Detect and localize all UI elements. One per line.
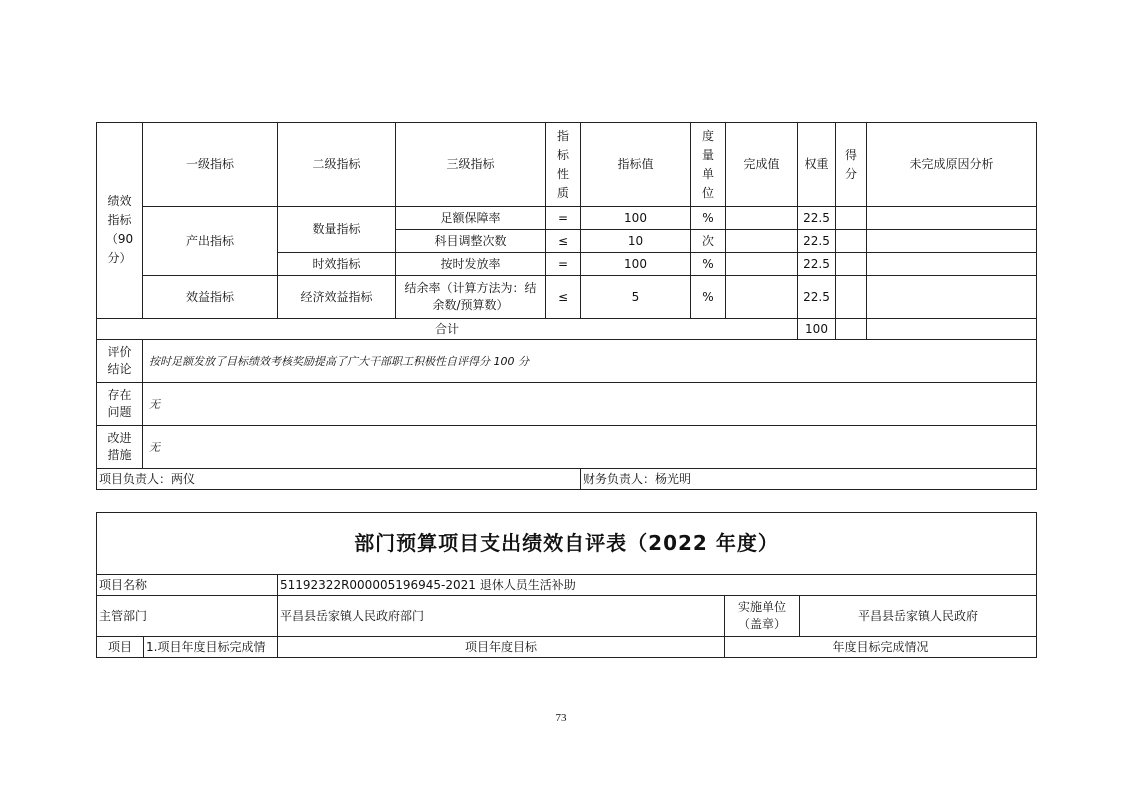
self-evaluation-form — [96, 512, 1037, 658]
header-unit: 度 量 单 位 — [691, 123, 726, 207]
item-sub-label: 1.项目年度目标完成情 — [144, 637, 278, 658]
header-reason: 未完成原因分析 — [867, 123, 1037, 207]
dept-value: 平昌县岳家镇人民政府部门 — [278, 596, 725, 637]
cell-unit: % — [691, 207, 726, 230]
cell-level3: 结余率（计算方法为：结 余数/预算数） — [396, 276, 546, 319]
cell-level2: 时效指标 — [278, 253, 396, 276]
cell-level2: 数量指标 — [278, 207, 396, 253]
cell-unit: % — [691, 276, 726, 319]
cell-actual — [726, 230, 798, 253]
cell-level1: 效益指标 — [143, 276, 278, 319]
cell-nature: = — [546, 253, 581, 276]
header-level2: 二级指标 — [278, 123, 396, 207]
cell-target: 100 — [581, 253, 691, 276]
evaluation-label: 评价 结论 — [97, 340, 143, 383]
finance-leader: 财务负责人：杨光明 — [581, 469, 1037, 490]
cell-actual — [726, 253, 798, 276]
cell-reason — [867, 253, 1037, 276]
header-nature: 指 标 性 质 — [546, 123, 581, 207]
signature-row — [97, 469, 1037, 490]
cell-unit: 次 — [691, 230, 726, 253]
header-score: 得 分 — [836, 123, 867, 207]
total-label: 合计 — [97, 319, 798, 340]
cell-score — [836, 253, 867, 276]
cell-unit: % — [691, 253, 726, 276]
project-name-label: 项目名称 — [97, 575, 278, 596]
annual-completion-header: 年度目标完成情况 — [725, 637, 1037, 658]
problems-text: 无 — [143, 383, 1037, 426]
cell-target: 5 — [581, 276, 691, 319]
header-weight: 权重 — [798, 123, 836, 207]
evaluation-row — [97, 340, 1037, 383]
cell-level2: 经济效益指标 — [278, 276, 396, 319]
table-row — [97, 207, 1037, 230]
dept-label: 主管部门 — [97, 596, 278, 637]
performance-indicator-label: 绩效 指标 （90 分） — [97, 123, 143, 319]
cell-reason — [867, 207, 1037, 230]
cell-actual — [726, 276, 798, 319]
cell-score — [836, 276, 867, 319]
performance-indicator-table — [96, 122, 1037, 490]
cell-target: 10 — [581, 230, 691, 253]
cell-nature: ≤ — [546, 230, 581, 253]
total-score — [836, 319, 867, 340]
total-reason — [867, 319, 1037, 340]
cell-score — [836, 230, 867, 253]
header-target: 指标值 — [581, 123, 691, 207]
cell-nature: ≤ — [546, 276, 581, 319]
cell-weight: 22.5 — [798, 230, 836, 253]
table-row — [97, 276, 1037, 319]
problems-label: 存在 问题 — [97, 383, 143, 426]
page-number: 73 — [555, 712, 567, 724]
cell-level3: 足额保障率 — [396, 207, 546, 230]
cell-weight: 22.5 — [798, 276, 836, 319]
cell-level3: 按时发放率 — [396, 253, 546, 276]
cell-weight: 22.5 — [798, 253, 836, 276]
header-level1: 一级指标 — [143, 123, 278, 207]
cell-weight: 22.5 — [798, 207, 836, 230]
improvements-row — [97, 426, 1037, 469]
total-row — [97, 319, 1037, 340]
cell-level3: 科目调整次数 — [396, 230, 546, 253]
cell-reason — [867, 230, 1037, 253]
cell-score — [836, 207, 867, 230]
improvements-text: 无 — [143, 426, 1037, 469]
form-title: 部门预算项目支出绩效自评表（2022 年度） — [97, 513, 1037, 575]
impl-unit-value: 平昌县岳家镇人民政府 — [800, 596, 1037, 637]
cell-level1: 产出指标 — [143, 207, 278, 276]
total-weight: 100 — [798, 319, 836, 340]
cell-nature: = — [546, 207, 581, 230]
impl-unit-label: 实施单位 （盖章） — [725, 596, 800, 637]
item-label: 项目 — [97, 637, 144, 658]
cell-target: 100 — [581, 207, 691, 230]
annual-goal-header: 项目年度目标 — [278, 637, 725, 658]
cell-reason — [867, 276, 1037, 319]
project-leader: 项目负责人：两仪 — [97, 469, 581, 490]
header-actual: 完成值 — [726, 123, 798, 207]
header-level3: 三级指标 — [396, 123, 546, 207]
improvements-label: 改进 措施 — [97, 426, 143, 469]
project-name-value: 51192322R000005196945-2021 退休人员生活补助 — [278, 575, 1037, 596]
cell-actual — [726, 207, 798, 230]
problems-row — [97, 383, 1037, 426]
evaluation-text: 按时足额发放了目标绩效考核奖励提高了广大干部职工积极性自评得分 100 分 — [143, 340, 1037, 383]
